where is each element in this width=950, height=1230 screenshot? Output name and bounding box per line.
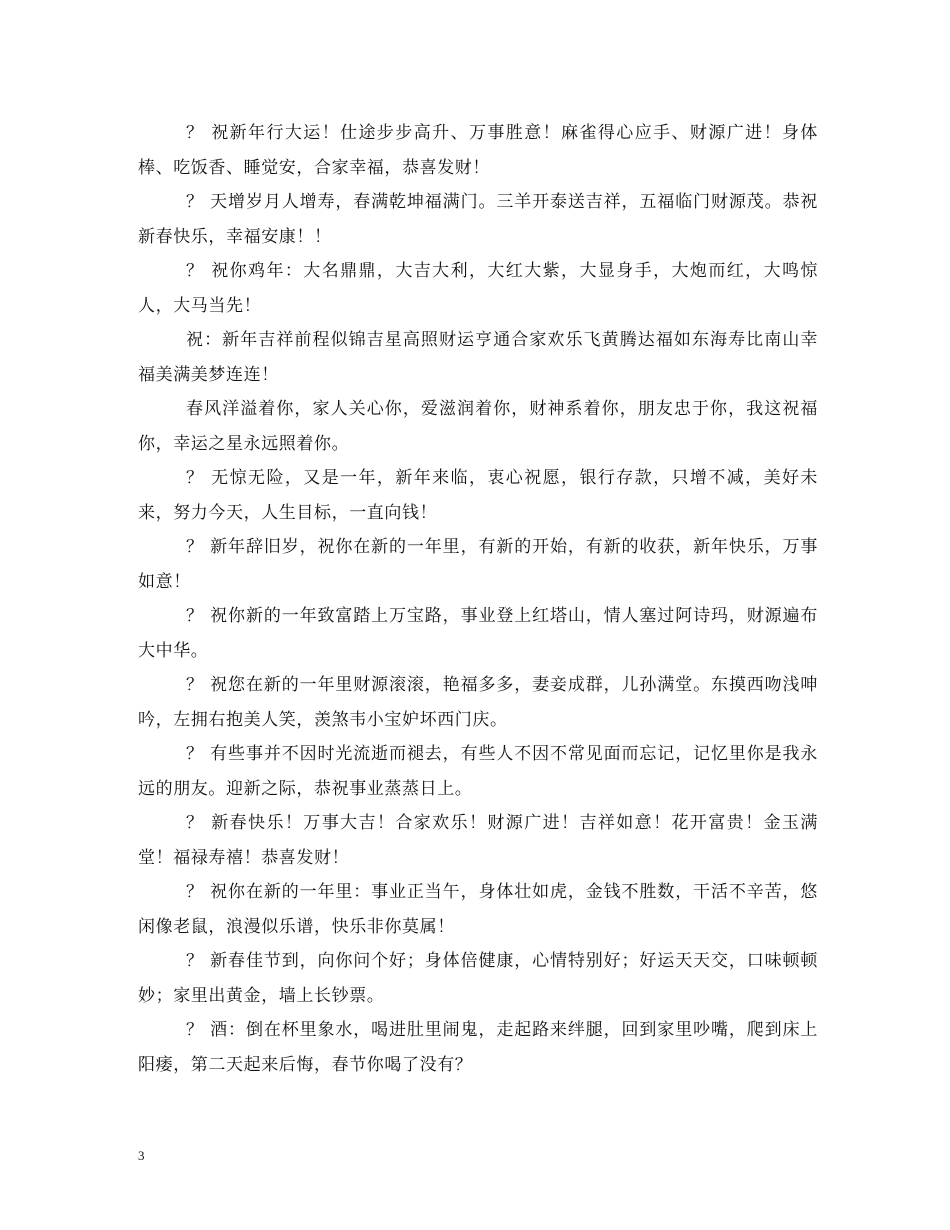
paragraph-10: ？ 有些事并不因时光流逝而褪去，有些人不因不常见面而忘记，记忆里你是我永远的朋友。迎新之际，恭祝事业蒸蒸日上。	[138, 744, 818, 799]
paragraph-13: ？ 新春佳节到，向你问个好；身体倍健康，心情特别好；好运天天交，口味顿顿妙；家里出黄金，墙上长钞票。	[138, 951, 818, 1006]
paragraph-4: 祝：新年吉祥前程似锦吉星高照财运亨通合家欢乐飞黄腾达福如东海寿比南山幸福美满美梦连连！	[138, 330, 818, 385]
paragraph-9: ？ 祝您在新的一年里财源滚滚，艳福多多，妻妾成群，儿孙满堂。东摸西吻浅呻吟，左拥右抱美人笑，羡煞韦小宝妒坏西门庆。	[138, 675, 818, 730]
page-number: 3	[138, 1148, 145, 1163]
paragraph-3: ？ 祝你鸡年：大名鼎鼎，大吉大利，大红大紫，大显身手，大炮而红，大鸣惊人，大马当先！	[138, 261, 818, 316]
paragraph-2: ？ 天增岁月人增寿，春满乾坤福满门。三羊开泰送吉祥，五福临门财源茂。恭祝新春快乐，幸福安康！！	[138, 192, 818, 247]
paragraph-12: ？ 祝你在新的一年里：事业正当午，身体壮如虎，金钱不胜数，干活不辛苦，悠闲像老鼠，浪漫似乐谱，快乐非你莫属！	[138, 882, 818, 937]
paragraph-6: ？ 无惊无险，又是一年，新年来临，衷心祝愿，银行存款，只增不减，美好未来，努力今天，人生目标，一直向钱！	[138, 468, 818, 523]
paragraph-7: ？ 新年辞旧岁，祝你在新的一年里，有新的开始，有新的收获，新年快乐，万事如意！	[138, 537, 818, 592]
paragraph-14: ？ 酒：倒在杯里象水，喝进肚里闹鬼，走起路来绊腿，回到家里吵嘴，爬到床上阳痿，第二天起来后悔，春节你喝了没有？	[138, 1020, 818, 1075]
document-body	[138, 116, 818, 1082]
paragraph-1: ？ 祝新年行大运！仕途步步高升、万事胜意！麻雀得心应手、财源广进！身体棒、吃饭香、睡觉安，合家幸福，恭喜发财！	[138, 123, 818, 178]
paragraph-5: 春风洋溢着你，家人关心你，爱滋润着你，财神系着你，朋友忠于你，我这祝福你，幸运之星永远照着你。	[138, 399, 818, 454]
paragraph-11: ？ 新春快乐！万事大吉！合家欢乐！财源广进！吉祥如意！花开富贵！金玉满堂！福禄寿禧！恭喜发财！	[138, 813, 818, 868]
paragraph-8: ？ 祝你新的一年致富踏上万宝路，事业登上红塔山，情人塞过阿诗玛，财源遍布大中华。	[138, 606, 818, 661]
